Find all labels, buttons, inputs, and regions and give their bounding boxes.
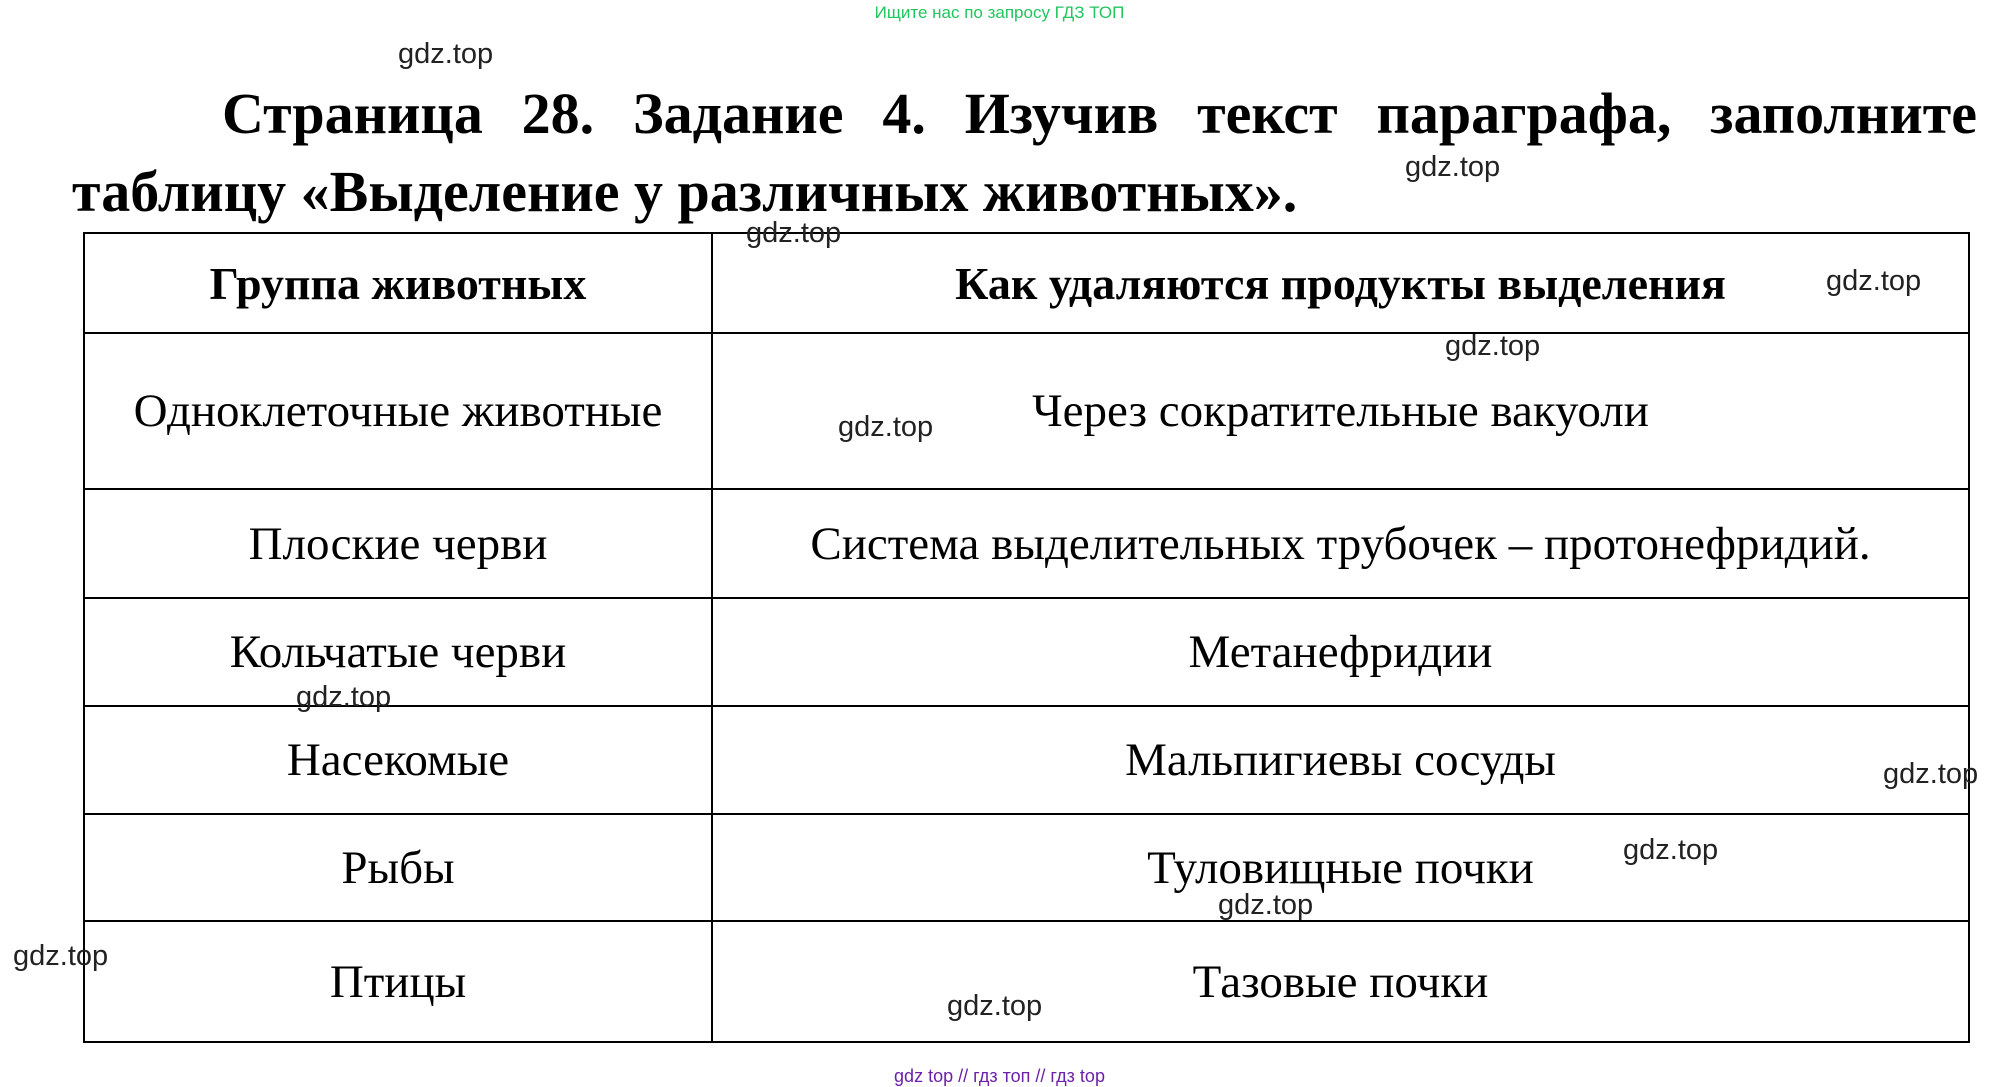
watermark: gdz.top [1623,834,1719,866]
excretion-method-cell: Метанефридии [712,598,1969,706]
excretion-method-cell: Мальпигиевы сосуды [712,706,1969,814]
watermark: gdz.top [398,38,494,70]
excretion-method-cell: Тазовые почки [712,921,1969,1042]
watermark: gdz.top [1405,151,1501,183]
animal-group-cell: Одноклеточные животные [84,333,712,489]
watermark: gdz.top [1445,330,1541,362]
top-search-link[interactable]: Ищите нас по запросу ГДЗ ТОП [874,3,1125,22]
table-header-row [84,233,1969,333]
header-animal-group: Группа животных [84,233,712,333]
animal-group-cell: Рыбы [84,814,712,921]
watermark: gdz.top [1883,758,1979,790]
watermark: gdz.top [746,217,842,249]
watermark: gdz.top [13,940,109,972]
header-excretion-method: Как удаляются продукты выделения [712,233,1969,333]
animal-group-cell: Птицы [84,921,712,1042]
excretion-method-cell: Через сократительные вакуоли [712,333,1969,489]
animal-group-cell: Плоские черви [84,489,712,598]
watermark: gdz.top [1826,265,1922,297]
table-row [84,921,1969,1042]
watermark: gdz.top [947,990,1043,1022]
excretion-table [83,232,1970,1043]
footer-links[interactable]: gdz top // гдз топ // гдз top [894,1066,1105,1086]
task-heading-line-2: таблицу «Выделение у различных животных». [72,159,1298,224]
animal-group-cell: Насекомые [84,706,712,814]
animal-group-cell: Кольчатые черви [84,598,712,706]
watermark: gdz.top [838,411,934,443]
watermark: gdz.top [296,681,392,713]
task-heading [72,75,1977,231]
table-row [84,814,1969,921]
excretion-method-cell: Туловищные почки [712,814,1969,921]
excretion-method-cell: Система выделительных трубочек – протонефридий. [712,489,1969,598]
table-row [84,489,1969,598]
task-heading-line-1: Страница 28. Задание 4. Изучив текст параграфа, заполните [222,81,1977,146]
table-row [84,333,1969,489]
table-row [84,706,1969,814]
watermark: gdz.top [1218,889,1314,921]
